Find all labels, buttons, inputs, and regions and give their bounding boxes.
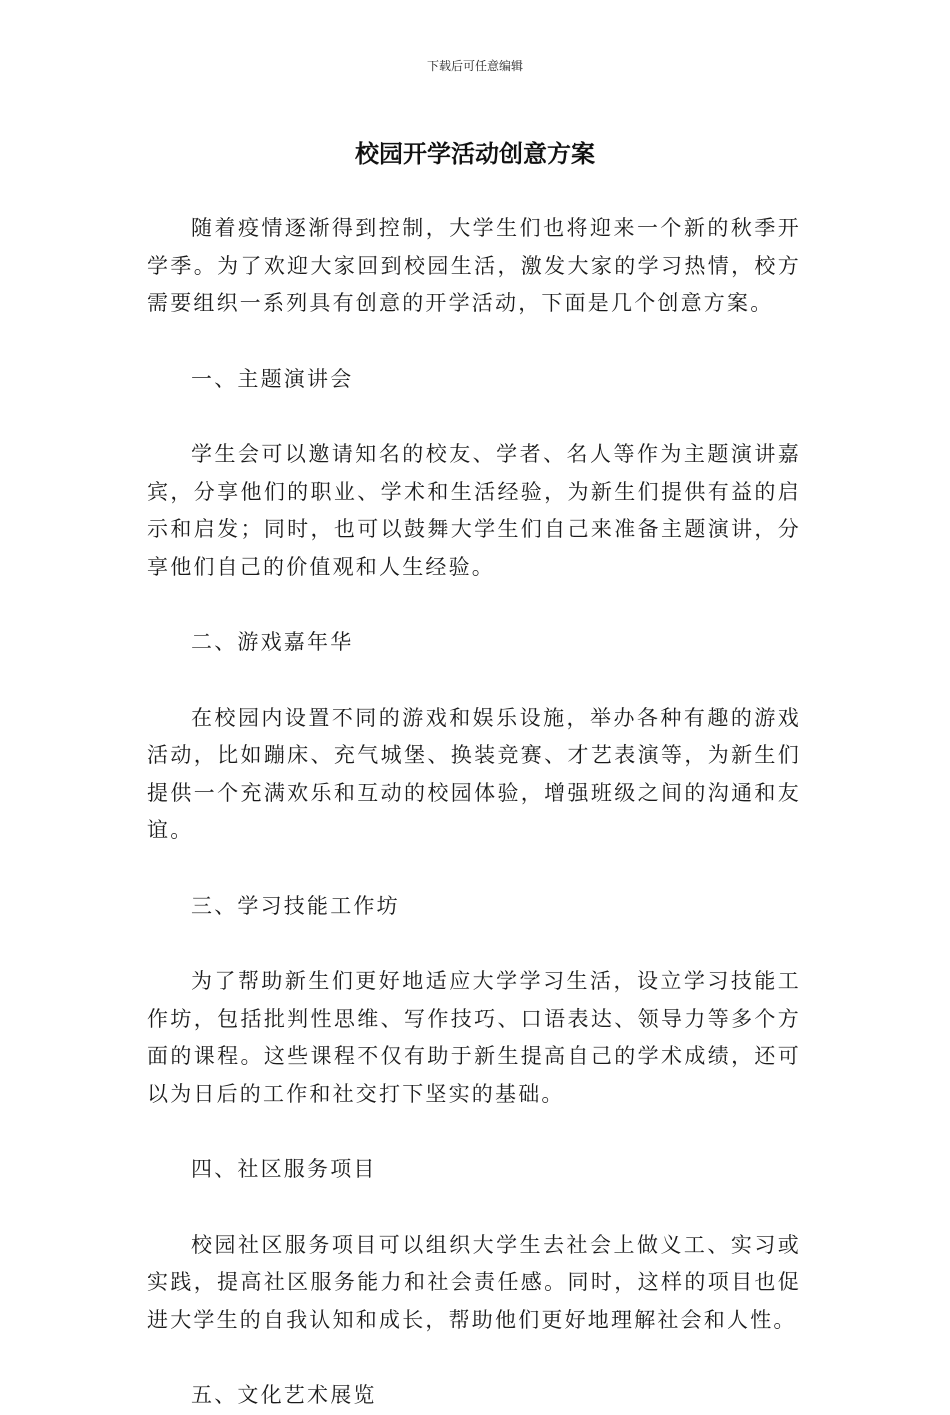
intro-paragraph: 随着疫情逐渐得到控制，大学生们也将迎来一个新的秋季开学季。为了欢迎大家回到校园生活，激发大家的学习热情，校方需要组织一系列具有创意的开学活动，下面是几个创意方案。: [147, 216, 801, 315]
section-heading-3: 三、学习技能工作坊: [191, 893, 400, 918]
document-body: [147, 172, 801, 1415]
document-title: 校园开学活动创意方案: [355, 140, 595, 168]
section-heading-2: 二、游戏嘉年华: [191, 630, 354, 654]
section-heading-5: 五、文化艺术展览: [191, 1383, 377, 1407]
header-note: 下载后可任意编辑: [426, 59, 523, 73]
section-body-3: 为了帮助新生们更好地适应大学学习生活，设立学习技能工作坊，包括批判性思维、写作技巧、口语表达、领导力等多个方面的课程。这些课程不仅有助于新生提高自己的学术成绩，还可以为日后的工作和社交打下坚实的基础。: [147, 969, 801, 1106]
section-body-2: 在校园内设置不同的游戏和娱乐设施，举办各种有趣的游戏活动，比如蹦床、充气城堡、换装竞赛、才艺表演等，为新生们提供一个充满欢乐和互动的校园体验，增强班级之间的沟通和友谊。: [147, 705, 801, 842]
section-body-4: 校园社区服务项目可以组织大学生去社会上做义工、实习或实践，提高社区服务能力和社会责任感。同时，这样的项目也促进大学生的自我认知和成长，帮助他们更好地理解社会和人性。: [147, 1232, 801, 1332]
section-heading-1: 一、主题演讲会: [191, 366, 354, 391]
section-heading-4: 四、社区服务项目: [191, 1157, 377, 1181]
section-body-1: 学生会可以邀请知名的校友、学者、名人等作为主题演讲嘉宾，分享他们的职业、学术和生活经验，为新生们提供有益的启示和启发；同时，也可以鼓舞大学生们自己来准备主题演讲，分享他们自己的价值观和人生经验。: [147, 442, 801, 579]
